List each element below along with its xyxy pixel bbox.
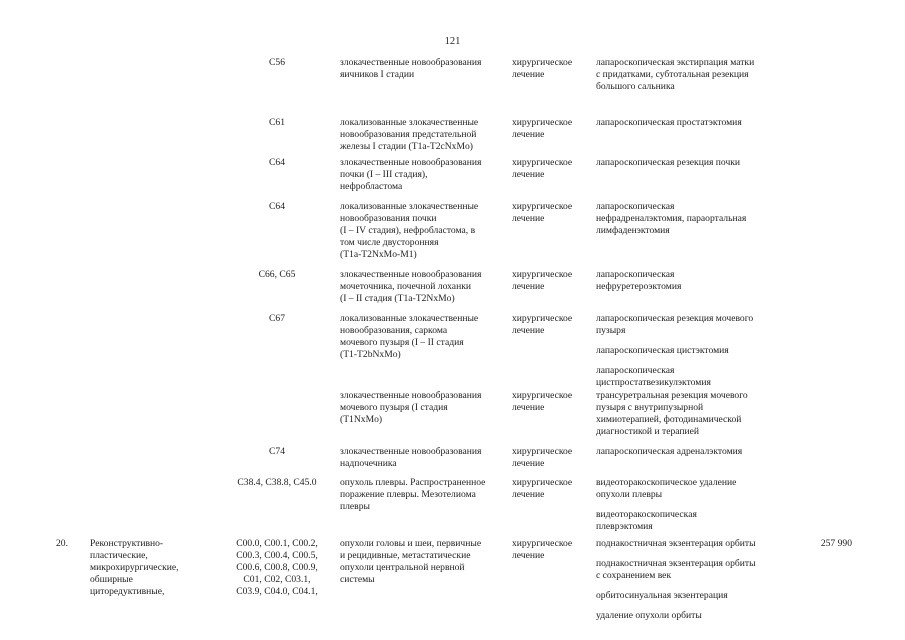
treatment-methods bbox=[596, 157, 786, 177]
patient-model-line: мочеточника, почечной лоханки bbox=[340, 281, 471, 293]
icd-code-line: C03.9, C04.0, C04.1, bbox=[236, 586, 318, 598]
treatment-methods bbox=[596, 269, 786, 301]
patient-model-line: (T1-T2bNxMo) bbox=[340, 349, 401, 361]
treatment-type bbox=[512, 477, 588, 501]
treatment-method bbox=[596, 313, 786, 337]
patient-model-line: злокачественные новообразования bbox=[340, 446, 482, 457]
treatment-type-line: хирургическое bbox=[512, 538, 573, 549]
treatment-method-line: видеоторакоскопическая bbox=[596, 509, 697, 521]
patient-model-line: злокачественные новообразования bbox=[340, 390, 482, 401]
patient-model-line: мочевого пузыря (I – II стадия bbox=[340, 337, 464, 349]
treatment-methods bbox=[596, 117, 786, 137]
patient-model-line: (I – IV стадия), нефробластома, в bbox=[340, 225, 476, 237]
icd-code-line: C74 bbox=[269, 446, 285, 457]
treatment-type-line: лечение bbox=[512, 169, 545, 181]
patient-model-line: опухоль плевры. Распространенное bbox=[340, 477, 486, 488]
treatment-method bbox=[596, 365, 786, 389]
treatment-type-line: хирургическое bbox=[512, 269, 573, 280]
treatment-type-line: хирургическое bbox=[512, 117, 573, 128]
patient-model-line: плевры bbox=[340, 501, 370, 513]
treatment-type-line: хирургическое bbox=[512, 477, 573, 488]
treatment-method-line: поднакостничная экзентерация орбиты bbox=[596, 538, 756, 549]
icd-code-line: C56 bbox=[269, 57, 285, 68]
treatment-type bbox=[512, 313, 588, 337]
treatment-type-line: лечение bbox=[512, 129, 545, 141]
treatment-type-line: хирургическое bbox=[512, 201, 573, 212]
treatment-type-line: хирургическое bbox=[512, 313, 573, 324]
treatment-method-line: нефруретероэктомия bbox=[596, 281, 682, 293]
treatment-method-line: орбитосинуальная экзентерация bbox=[596, 590, 728, 602]
patient-model-line: (T1a-T2NxMo-M1) bbox=[340, 249, 417, 261]
patient-model bbox=[340, 390, 502, 426]
patient-model bbox=[340, 57, 502, 81]
patient-model-line: почки (I – III стадия), bbox=[340, 169, 428, 181]
page-number: 121 bbox=[444, 36, 461, 47]
icd-codes bbox=[226, 313, 328, 325]
patient-model-line: системы bbox=[340, 574, 375, 586]
patient-model-line: новообразования предстательной bbox=[340, 129, 477, 141]
treatment-type-line: лечение bbox=[512, 550, 545, 562]
patient-model-line: злокачественные новообразования bbox=[340, 57, 482, 68]
patient-model-line: новообразования, саркома bbox=[340, 325, 448, 337]
treatment-type bbox=[512, 201, 588, 225]
treatment-method-line: удаление опухоли орбиты bbox=[596, 610, 702, 622]
care-profile-name-line: микрохирургические, bbox=[90, 562, 179, 574]
treatment-method bbox=[596, 157, 786, 169]
patient-model-line: том числе двусторонняя bbox=[340, 237, 439, 249]
patient-model bbox=[340, 157, 502, 193]
treatment-type-line: лечение bbox=[512, 489, 545, 501]
care-profile-name-line: циторедуктивные, bbox=[90, 586, 165, 598]
patient-model-line: опухоли центральной нервной bbox=[340, 562, 465, 574]
patient-model bbox=[340, 313, 502, 361]
icd-code-line: C64 bbox=[269, 201, 285, 212]
treatment-methods bbox=[596, 313, 786, 397]
patient-model-line: нефробластома bbox=[340, 181, 403, 193]
treatment-method-line: лапароскопическая простатэктомия bbox=[596, 117, 742, 128]
patient-model bbox=[340, 477, 502, 513]
treatment-type-line: лечение bbox=[512, 458, 545, 470]
treatment-type bbox=[512, 269, 588, 293]
icd-codes bbox=[226, 269, 328, 281]
icd-codes bbox=[226, 446, 328, 458]
treatment-method bbox=[596, 201, 786, 237]
treatment-method-line: пузыря bbox=[596, 325, 626, 337]
treatment-method-line: опухоли плевры bbox=[596, 489, 663, 501]
treatment-method-line: видеоторакоскопическое удаление bbox=[596, 477, 737, 488]
treatment-method-line: с придатками, субтотальная резекция bbox=[596, 69, 749, 81]
treatment-methods bbox=[596, 446, 786, 466]
treatment-method-line: лапароскопическая резекция мочевого bbox=[596, 313, 754, 324]
treatment-method-line: поднакостничная экзентерация орбиты bbox=[596, 558, 756, 570]
treatment-type-line: лечение bbox=[512, 213, 545, 225]
treatment-method bbox=[596, 538, 786, 550]
treatment-method-line: нефрадреналэктомия, параортальная bbox=[596, 213, 747, 225]
patient-model-line: локализованные злокачественные bbox=[340, 201, 479, 212]
treatment-method-line: диагностикой и терапией bbox=[596, 426, 700, 438]
treatment-method bbox=[596, 558, 786, 582]
treatment-method bbox=[596, 477, 786, 501]
patient-model-line: надпочечника bbox=[340, 458, 397, 470]
treatment-method bbox=[596, 117, 786, 129]
treatment-method-line: трансуретральная резекция мочевого bbox=[596, 390, 748, 401]
icd-code-line: C00.0, C00.1, C00.2, bbox=[236, 538, 318, 549]
patient-model-line: железы I стадии (T1a-T2cNxMo) bbox=[340, 141, 473, 153]
treatment-method-line: лапароскопическая bbox=[596, 269, 675, 280]
treatment-method bbox=[596, 57, 786, 93]
treatment-method-line: лапароскопическая цистэктомия bbox=[596, 345, 729, 357]
treatment-method-line: лапароскопическая bbox=[596, 201, 675, 212]
patient-model-line: (I – II стадия (T1a-T2NxMo) bbox=[340, 293, 455, 305]
norm-price: 257 990 bbox=[820, 538, 852, 549]
patient-model-line: новообразования почки bbox=[340, 213, 437, 225]
care-profile-name-line: обширные bbox=[90, 574, 133, 586]
treatment-method-line: лапароскопическая адреналэктомия bbox=[596, 446, 743, 457]
patient-model-line: локализованные злокачественные bbox=[340, 117, 479, 128]
patient-model-line: мочевого пузыря (I стадия bbox=[340, 402, 448, 414]
treatment-method-line: с сохранением век bbox=[596, 570, 672, 582]
treatment-method-line: пузыря с внутрипузырной bbox=[596, 402, 704, 414]
treatment-type bbox=[512, 538, 588, 562]
icd-codes bbox=[226, 477, 328, 489]
treatment-method-line: большого сальника bbox=[596, 81, 675, 93]
patient-model-line: яичников I стадии bbox=[340, 69, 415, 81]
treatment-type-line: лечение bbox=[512, 402, 545, 414]
treatment-method bbox=[596, 446, 786, 458]
treatment-method-line: химиотерапией, фотодинамической bbox=[596, 414, 742, 426]
icd-codes bbox=[226, 157, 328, 169]
treatment-method-line: плеврэктомия bbox=[596, 521, 653, 533]
treatment-type-line: лечение bbox=[512, 281, 545, 293]
treatment-type-line: хирургическое bbox=[512, 446, 573, 457]
care-profile-name bbox=[90, 538, 220, 598]
icd-code-line: C38.4, C38.8, C45.0 bbox=[237, 477, 317, 488]
treatment-method bbox=[596, 390, 786, 438]
patient-model bbox=[340, 446, 502, 470]
icd-codes bbox=[226, 538, 328, 598]
care-profile-name-line: Реконструктивно- bbox=[90, 538, 164, 549]
treatment-type bbox=[512, 117, 588, 141]
patient-model-line: локализованные злокачественные bbox=[340, 313, 479, 324]
treatment-methods bbox=[596, 201, 786, 245]
icd-code-line: C66, C65 bbox=[258, 269, 296, 280]
treatment-methods bbox=[596, 477, 786, 541]
care-profile-name-line: пластические, bbox=[90, 550, 148, 562]
treatment-method-line: лапароскопическая резекция почки bbox=[596, 157, 741, 168]
treatment-method bbox=[596, 590, 786, 602]
treatment-type-line: хирургическое bbox=[512, 157, 573, 168]
icd-codes bbox=[226, 57, 328, 69]
icd-codes bbox=[226, 201, 328, 213]
treatment-type-line: хирургическое bbox=[512, 57, 573, 68]
treatment-type bbox=[512, 390, 588, 414]
patient-model-line: (T1NxMo) bbox=[340, 414, 383, 426]
icd-code-line: C64 bbox=[269, 157, 285, 168]
patient-model bbox=[340, 117, 502, 153]
patient-model bbox=[340, 269, 502, 305]
icd-code-line: C00.3, C00.4, C00.5, bbox=[236, 550, 318, 562]
treatment-type-line: лечение bbox=[512, 69, 545, 81]
patient-model-line: злокачественные новообразования bbox=[340, 157, 482, 168]
treatment-type bbox=[512, 157, 588, 181]
treatment-type-line: лечение bbox=[512, 325, 545, 337]
icd-code-line: C67 bbox=[269, 313, 285, 324]
icd-code-line: C01, C02, C03.1, bbox=[243, 574, 311, 586]
treatment-methods bbox=[596, 538, 786, 630]
treatment-method bbox=[596, 269, 786, 293]
patient-model-line: поражение плевры. Мезотелиома bbox=[340, 489, 476, 501]
treatment-type bbox=[512, 446, 588, 470]
treatment-type-line: хирургическое bbox=[512, 390, 573, 401]
treatment-method bbox=[596, 610, 786, 622]
patient-model-line: опухоли головы и шеи, первичные bbox=[340, 538, 482, 549]
patient-model bbox=[340, 201, 502, 261]
treatment-method bbox=[596, 345, 786, 357]
treatment-method-line: цистпростатвезикулэктомия bbox=[596, 377, 711, 389]
treatment-method-line: лапароскопическая экстирпация матки bbox=[596, 57, 755, 68]
treatment-method-line: лапароскопическая bbox=[596, 365, 675, 377]
treatment-methods bbox=[596, 390, 786, 446]
row-number: 20. bbox=[56, 538, 68, 549]
treatment-type bbox=[512, 57, 588, 81]
treatment-method bbox=[596, 509, 786, 533]
patient-model-line: и рецидивные, метастатические bbox=[340, 550, 471, 562]
treatment-method-line: лимфаденэктомия bbox=[596, 225, 670, 237]
patient-model bbox=[340, 538, 502, 586]
icd-code-line: C00.6, C00.8, C00.9, bbox=[236, 562, 318, 574]
icd-codes bbox=[226, 117, 328, 129]
treatment-methods bbox=[596, 57, 786, 101]
patient-model-line: злокачественные новообразования bbox=[340, 269, 482, 280]
icd-code-line: C61 bbox=[269, 117, 285, 128]
